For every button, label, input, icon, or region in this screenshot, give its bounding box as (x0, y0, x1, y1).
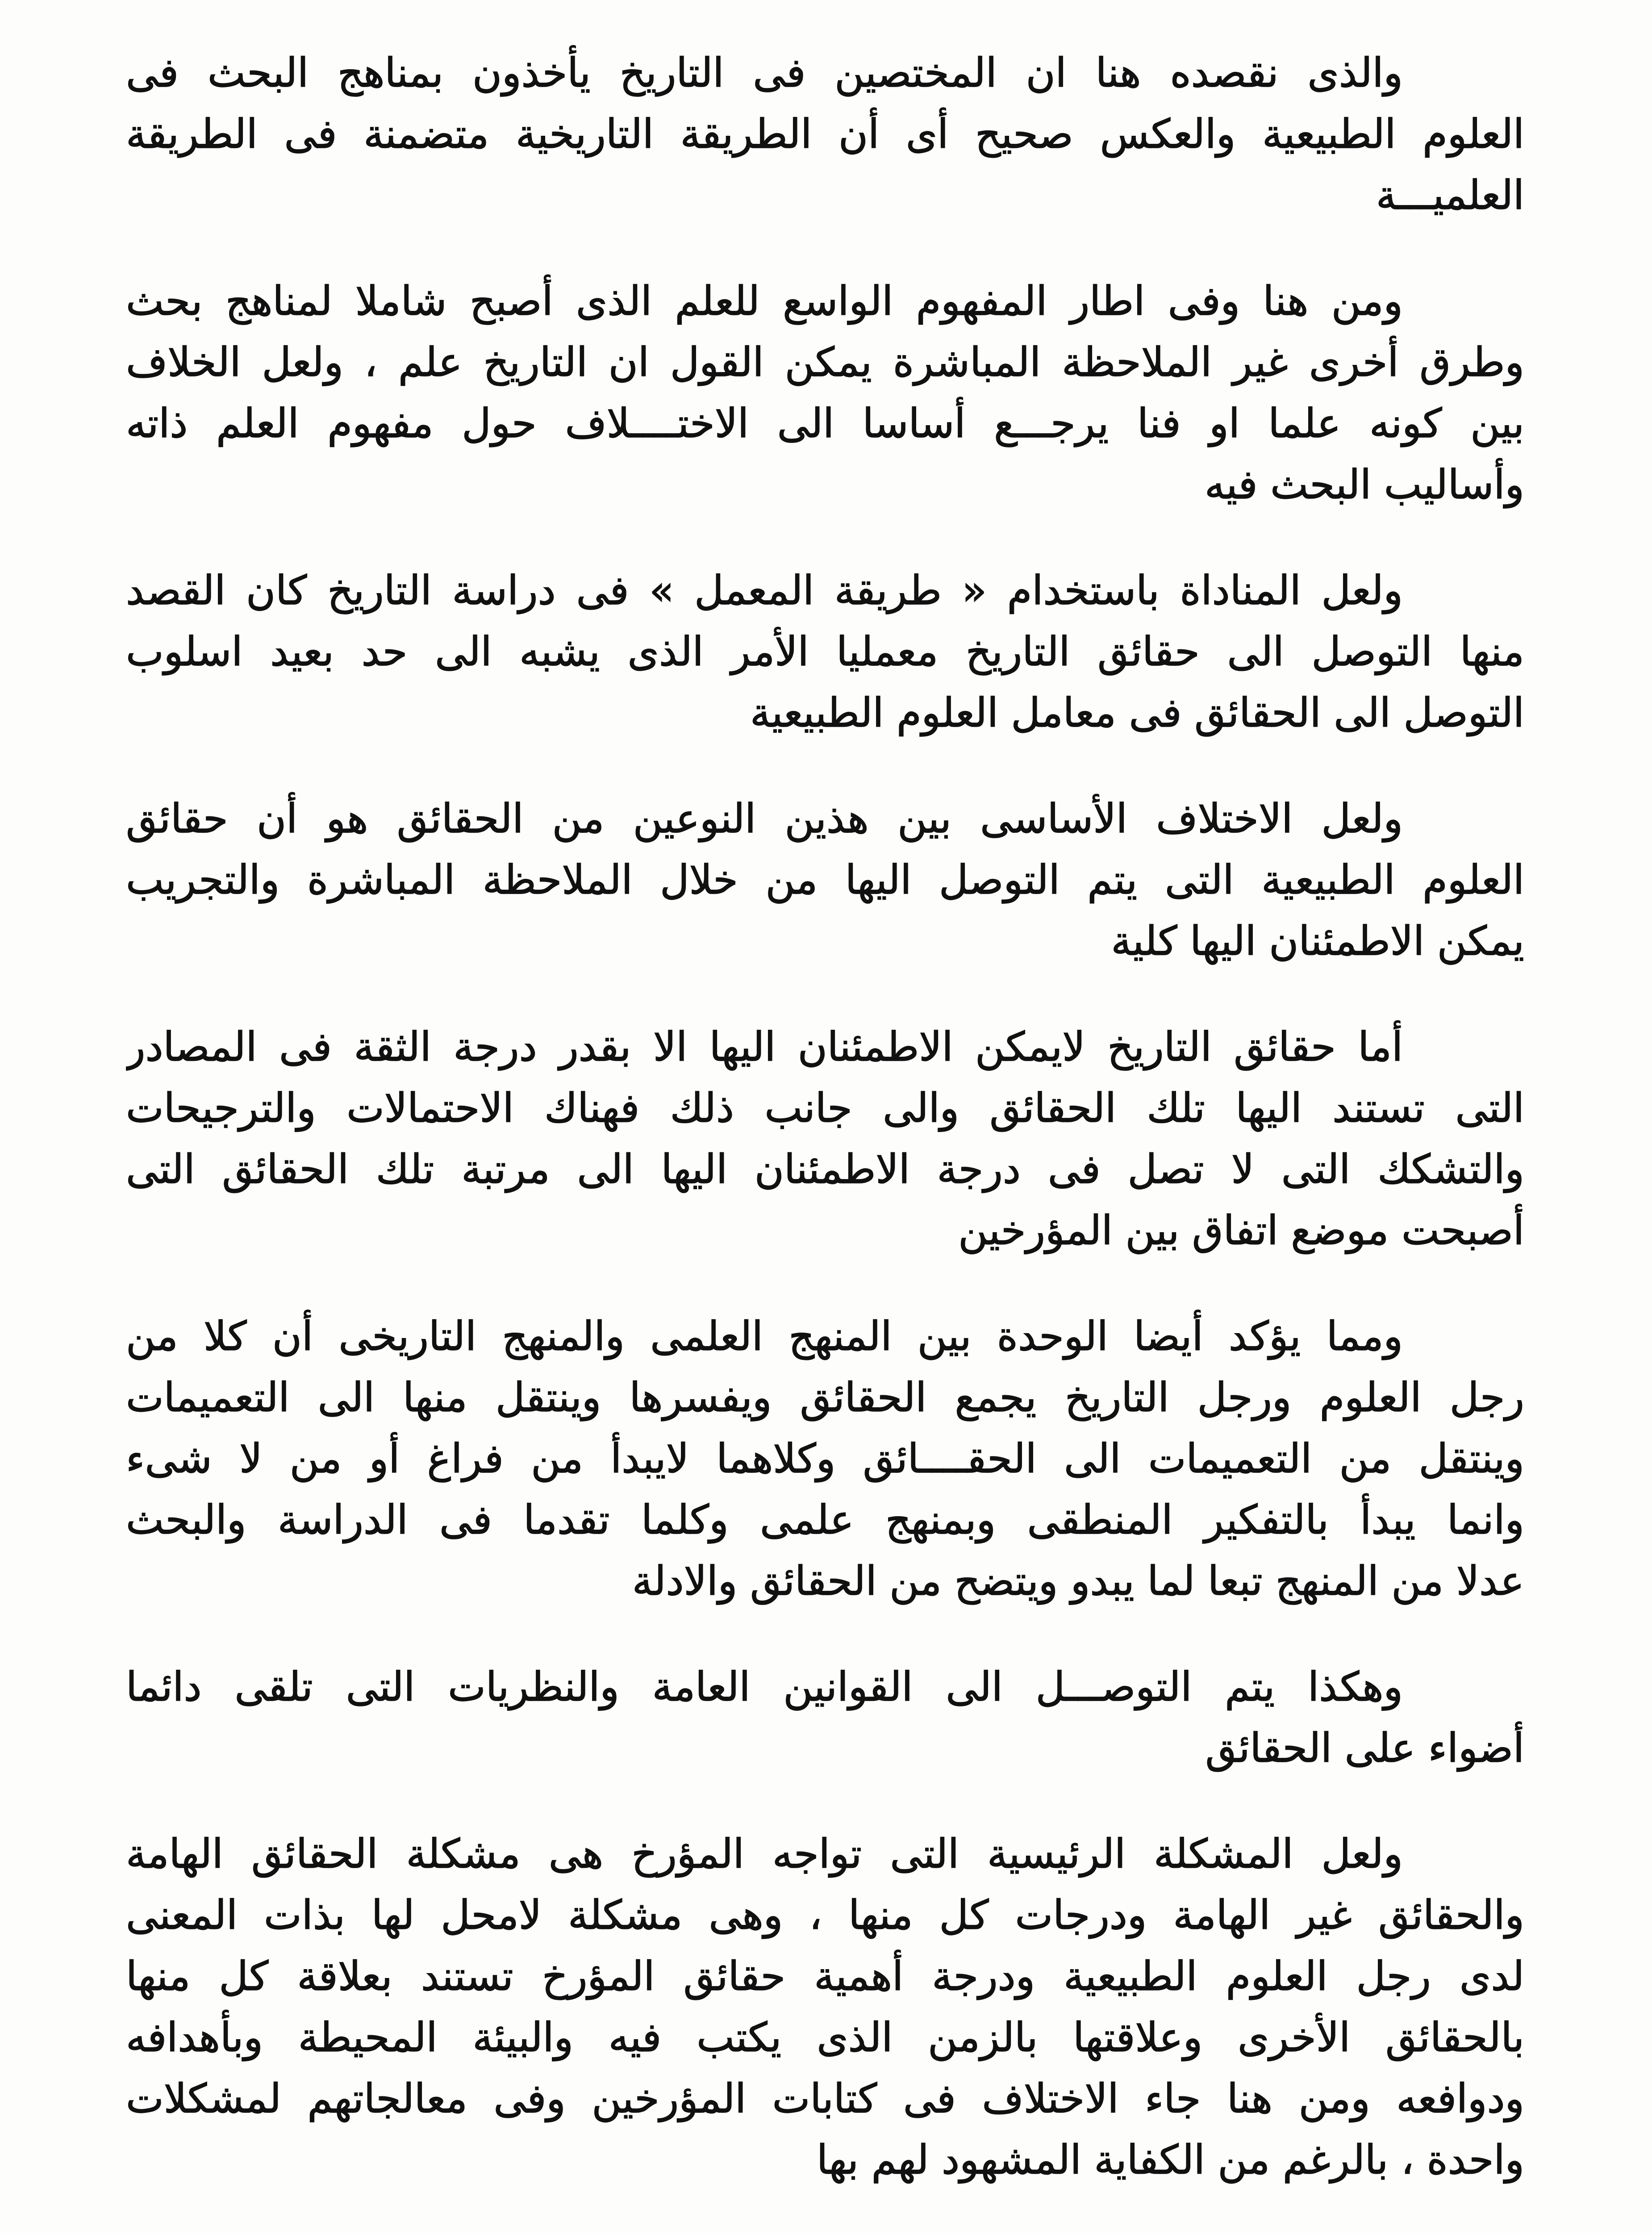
text-line: ولعل المشكلة الرئيسية التى تواجه المؤرخ هى مشكلة الحقائق الهامة (126, 1831, 1403, 1878)
paragraph-5 (126, 1016, 1524, 1261)
text-line: التوصل الى الحقائق فى معامل العلوم الطبيعية (750, 690, 1524, 736)
text-line: وهكذا يتم التوصـــل الى القوانين العامة والنظريات التى تلقى دائما (126, 1664, 1403, 1710)
paragraph-2 (126, 271, 1524, 515)
text-line: ومما يؤكد أيضا الوحدة بين المنهج العلمى والمنهج التاريخى أن كلا من (126, 1313, 1403, 1360)
paragraph-4 (126, 788, 1524, 972)
text-line: أصبحت موضع اتفاق بين المؤرخين (958, 1207, 1524, 1254)
text-line: منها التوصل الى حقائق التاريخ معمليا الأمر الذى يشبه الى حد بعيد اسلوب (126, 628, 1524, 675)
paragraph-7 (126, 1656, 1524, 1779)
paragraph-1 (126, 42, 1524, 226)
text-line: وينتقل من التعميمات الى الحقــــائق وكلاهما لايبدأ من فراغ أو من لا شىء (126, 1435, 1524, 1482)
paragraph-3 (126, 560, 1524, 744)
text-line: رجل العلوم ورجل التاريخ يجمع الحقائق ويفسرها وينتقل منها الى التعميمات (126, 1374, 1524, 1421)
text-line: ودوافعه ومن هنا جاء الاختلاف فى كتابات المؤرخين وفى معالجاتهم لمشكلات (126, 2075, 1524, 2122)
text-line: التى تستند اليها تلك الحقائق والى جانب ذلك فهناك الاحتمالات والترجيحات (126, 1085, 1524, 1132)
text-line: ولعل المناداة باستخدام « طريقة المعمل » فى دراسة التاريخ كان القصد (126, 567, 1403, 614)
text-line: العلميـــة (1376, 172, 1524, 219)
text-line: العلوم الطبيعية التى يتم التوصل اليها من خلال الملاحظة المباشرة والتجريب (126, 857, 1524, 903)
text-line: وطرق أخرى غير الملاحظة المباشرة يمكن القول ان التاريخ علم ، ولعل الخلاف (126, 339, 1524, 386)
paragraph-8 (126, 1823, 1524, 2191)
text-line: بالحقائق الأخرى وعلاقتها بالزمن الذى يكتب فيه والبيئة المحيطة وبأهدافه (126, 2014, 1524, 2061)
text-line: العلوم الطبيعية والعكس صحيح أى أن الطريقة التاريخية متضمنة فى الطريقة (126, 111, 1524, 158)
text-line: أما حقائق التاريخ لايمكن الاطمئنان اليها الا بقدر درجة الثقة فى المصادر (126, 1024, 1403, 1071)
text-line: لدى رجل العلوم الطبيعية ودرجة أهمية حقائق المؤرخ تستند بعلاقة كل منها (126, 1953, 1524, 2000)
paragraph-6 (126, 1306, 1524, 1612)
text-line: ومن هنا وفى اطار المفهوم الواسع للعلم الذى أصبح شاملا لمناهج بحث (126, 278, 1403, 325)
text-line: أضواء على الحقائق (1205, 1725, 1524, 1772)
text-line: وانما يبدأ بالتفكير المنطقى وبمنهج علمى وكلما تقدما فى الدراسة والبحث (126, 1497, 1524, 1543)
text-line: والذى نقصده هنا ان المختصين فى التاريخ يأخذون بمناهج البحث فى (126, 50, 1403, 96)
text-line: واحدة ، بالرغم من الكفاية المشهود لهم بها (817, 2137, 1524, 2183)
text-line: بين كونه علما او فنا يرجـــع أساسا الى الاختــــلاف حول مفهوم العلم ذاته (126, 400, 1524, 447)
text-line: يمكن الاطمئنان اليها كلية (1111, 918, 1524, 965)
text-line: ولعل الاختلاف الأساسى بين هذين النوعين من الحقائق هو أن حقائق (126, 795, 1403, 842)
text-line: والتشكك التى لا تصل فى درجة الاطمئنان اليها الى مرتبة تلك الحقائق التى (126, 1146, 1524, 1193)
text-line: عدلا من المنهج تبعا لما يبدو ويتضح من الحقائق والادلة (632, 1558, 1524, 1605)
text-line: وأساليب البحث فيه (1205, 461, 1524, 508)
text-line: والحقائق غير الهامة ودرجات كل منها ، وهى مشكلة لامحل لها بذات المعنى (126, 1892, 1524, 1939)
